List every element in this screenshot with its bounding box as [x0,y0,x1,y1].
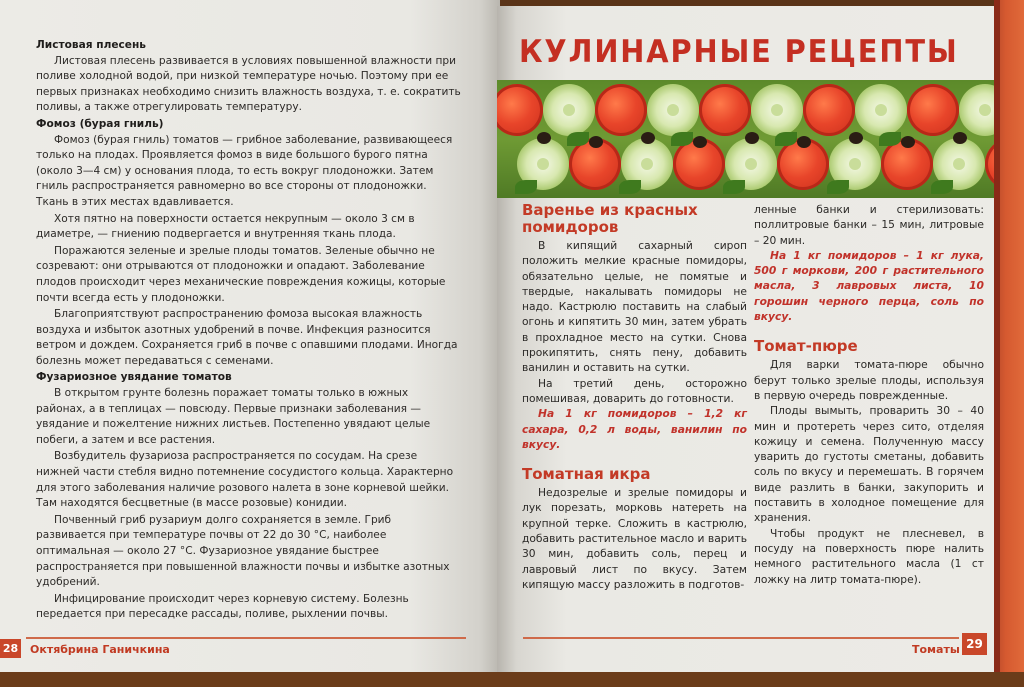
leaf-icon [723,180,745,194]
leaf-icon [827,180,849,194]
footer-rule [523,637,959,639]
paragraph: ленные банки и стерилизовать: поллитровые банки – 15 мин, литровые – 20 мин. [754,203,984,247]
tomato-slice-icon [803,84,855,136]
leaf-icon [671,132,693,146]
paragraph: Фомоз (бурая гниль) томатов — грибное заболевание, развивающееся только на плодах. Проявляется фомоз в виде большого бурого пятна (около 3—4 см) у основания плода, то есть вокруг плодоножки. Затем гниль распространяется равномерно во все стороны от плодоножки. Ткань в этих местах вдавливается. [36,133,453,208]
paragraph: Недозрелые и зрелые помидоры и лук порезать, морковь натереть на крупной терке. Сложить в кастрюлю, добавить растительное масло и варить 30 мин, добавить соль, перец и лавровый лист по вкусу. Затем кипящую массу разложить в подготов- [522,486,747,591]
cucumber-slice-icon [647,84,699,136]
ingredients-note: На 1 кг помидоров – 1 кг лука, 500 г моркови, 200 г растительного масла, 3 лавровых листа, 10 горошин черного перца, соль по вкусу. [754,248,984,324]
paragraph: Для варки томата-пюре обычно берут только зрелые плоды, используя в первую очередь поврежденные. [754,358,984,402]
book-cover-edge [994,0,1024,687]
footer-rule [26,637,466,639]
paragraph: Хотя пятно на поверхности остается некрупным — около 3 см в диаметре, — гниению подвергается и внутренняя ткань плода. [36,212,415,241]
page-number: 28 [0,639,21,658]
leaf-icon [879,132,901,146]
leaf-icon [567,132,589,146]
cucumber-slice-icon [959,84,995,136]
page-title: КУЛИНАРНЫЕ РЕЦЕПТЫ [519,34,959,70]
olive-icon [641,132,655,144]
paragraph: В кипящий сахарный сироп положить мелкие красные помидоры, обязательно целые, не помятые и твердые, накалывать помидоры не надо. Кастрюлю поставить на слабый огонь и кипятить 30 мин, затем убрать в прохладное место на сутки. Снова прокипятить, снять пену, добавить ванилин и оставить на сутки. [522,239,747,375]
recipe-column-1 [522,202,747,592]
olive-icon [693,136,707,148]
section-heading: Фузариозное увядание томатов [36,371,232,384]
paragraph: Чтобы продукт не плесневел, в посуду на поверхность пюре налить немного растительного масла (1 ст ложку на литр томата-пюре). [754,526,984,586]
right-page [497,6,995,676]
cucumber-slice-icon [543,84,595,136]
paragraph: Возбудитель фузариоза распространяется по сосудам. На срезе нижней части стебля видно потемнение сосудистого кольца. Характерно для этого заболевания наличие розового налета в зоне корневой шейки. Там находятся бесцветные (в массе розовые) конидии. [36,450,454,510]
paragraph: Плоды вымыть, проварить 30 – 40 мин и протереть через сито, отделяя кожицу и семена. Полученную массу уварить до густоты сметаны, добавить соль по вкусу и перемешать. В горячем виде разлить в банки, закупорить и поставить в холодное помещение для хранения. [754,404,984,525]
right-footer [497,628,995,658]
olive-icon [537,132,551,144]
leaf-icon [515,180,537,194]
recipe-heading: Томатная икра [522,465,651,484]
olive-icon [745,132,759,144]
paragraph: Инфицирование происходит через корневую систему. Болезнь передается при пересадке рассады, поливе, рыхлении почвы. [36,592,409,621]
left-page [0,0,500,676]
section-heading: Фомоз (бурая гниль) [36,117,164,130]
recipe-heading: Томат-пюре [754,337,858,356]
tomato-slice-icon [497,84,543,136]
left-footer [0,630,470,660]
table-surface [0,672,1024,687]
paragraph: Почвенный гриб рузариум долго сохраняется в земле. Гриб развивается при температуре почвы от 22 до 30 °С, наиболее оптимальная — около 27 °С. Фузариозное увядание быстрее распространяется при повышенной влажности почвы и избытке азотных удобрений. [36,513,450,589]
leaf-icon [619,180,641,194]
leaf-icon [931,180,953,194]
tomato-slice-icon [907,84,959,136]
recipe-column-2 [754,202,984,587]
cucumber-slice-icon [751,84,803,136]
author-name: Октябрина Ганичкина [30,643,170,656]
page-number: 29 [962,633,987,655]
paragraph: В открытом грунте болезнь поражает томаты только в южных районах, а в теплицах — повсюду. Первые признаки заболевания — увядание и пожелтение нижних листьев. Постепенно увядают целые побеги, а затем и все растения. [36,387,431,446]
tomato-slice-icon [595,84,647,136]
tomato-slice-icon [699,84,751,136]
paragraph: Листовая плесень развивается в условиях повышенной влажности при поливе холодной водой, при низкой температуре ночью. Поэтому при ее первых признаках необходимо снизить влажность воздуха, т. е. сократить поливы, а также отрегулировать температуру. [36,54,461,114]
paragraph: Поражаются зеленые и зрелые плоды томатов. Зеленые обычно не созревают: они отрываются от плодоножки и опадают. Заболевание плодов происходит через механические повреждения кожицы, которые почти всегда есть у плодоножки. [36,244,446,304]
cucumber-slice-icon [855,84,907,136]
olive-icon [589,136,603,148]
olive-icon [901,136,915,148]
paragraph: На третий день, осторожно помешивая, доварить до готовности. [522,376,747,405]
ingredients-note: На 1 кг помидоров – 1,2 кг сахара, 0,2 л воды, ванилин по вкусу. [522,407,747,451]
section-heading: Листовая плесень [36,39,147,51]
leaf-icon [775,132,797,146]
paragraph: Благоприятствуют распространению фомоза высокая влажность воздуха и избыток азотных удобрений в почве. Инфекция разносится ветром и дождем. Сохраняется гриб в почве с опавшими плодами. Иногда болезнь может передаваться с семенами. [36,308,458,367]
left-page-text [36,38,461,624]
olive-icon [953,132,967,144]
olive-icon [849,132,863,144]
olive-icon [797,136,811,148]
section-name: Томаты [912,643,960,656]
recipe-heading: Варенье из красных помидоров [522,201,698,236]
tomato-cucumber-banner-icon [497,80,995,198]
